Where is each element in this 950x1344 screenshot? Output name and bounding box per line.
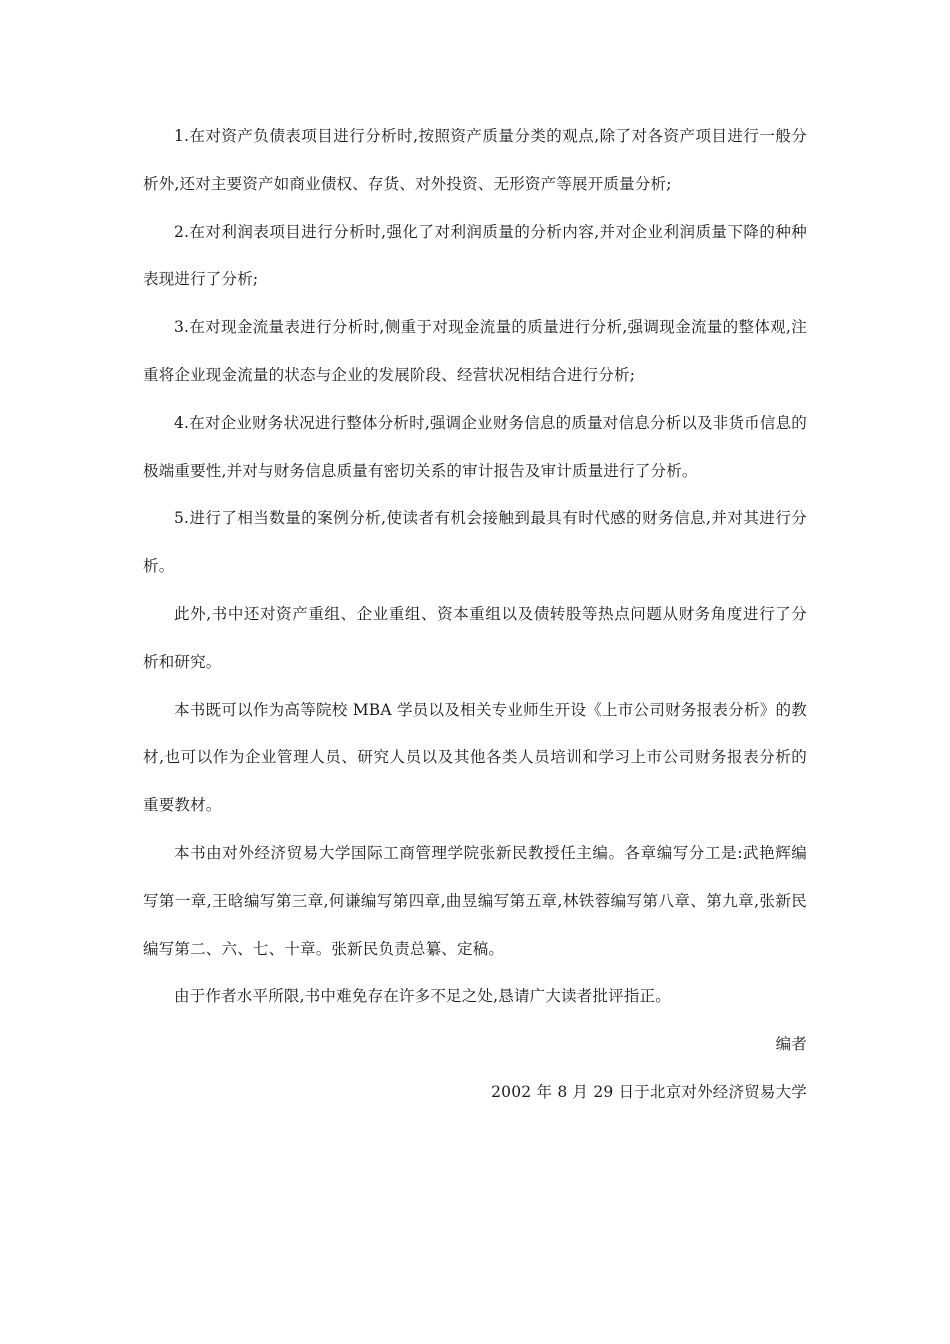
paragraph-authors: 本书由对外经济贸易大学国际工商管理学院张新民教授任主编。各章编写分工是:武艳辉编写第一章,王晗编写第三章,何谦编写第四章,曲昱编写第五章,林铁蓉编写第八章、第九章,张新民编写第二、六、七、十章。张新民负责总纂、定稿。 <box>143 843 807 958</box>
signature: 编者 <box>775 1035 807 1054</box>
paragraph-item-3: 3.在对现金流量表进行分析时,侧重于对现金流量的质量进行分析,强调现金流量的整体观,注重将企业现金流量的状态与企业的发展阶段、经营状况相结合进行分析; <box>143 318 807 384</box>
paragraph-usage: 本书既可以作为高等院校 MBA 学员以及相关专业师生开设《上市公司财务报表分析》的教材,也可以作为企业管理人员、研究人员以及其他各类人员培训和学习上市公司财务报表分析的重要教材。 <box>143 700 807 815</box>
document-body <box>143 113 807 1117</box>
paragraph-closing: 由于作者水平所限,书中难免存在许多不足之处,恳请广大读者批评指正。 <box>174 987 671 1006</box>
paragraph-item-2: 2.在对利润表项目进行分析时,强化了对利润质量的分析内容,并对企业利润质量下降的种种表现进行了分析; <box>143 222 807 289</box>
paragraph-item-4: 4.在对企业财务状况进行整体分析时,强调企业财务信息的质量对信息分析以及非货币信息的极端重要性,并对与财务信息质量有密切关系的审计报告及审计质量进行了分析。 <box>143 413 807 480</box>
paragraph-additional: 此外,书中还对资产重组、企业重组、资本重组以及债转股等热点问题从财务角度进行了分析和研究。 <box>143 604 807 671</box>
paragraph-item-5: 5.进行了相当数量的案例分析,使读者有机会接触到最具有时代感的财务信息,并对其进行分析。 <box>143 509 807 576</box>
date-line: 2002 年 8 月 29 日于北京对外经济贸易大学 <box>491 1082 807 1101</box>
paragraph-item-1: 1.在对资产负债表项目进行分析时,按照资产质量分类的观点,除了对各资产项目进行一般分析外,还对主要资产如商业债权、存货、对外投资、无形资产等展开质量分析; <box>143 127 807 193</box>
